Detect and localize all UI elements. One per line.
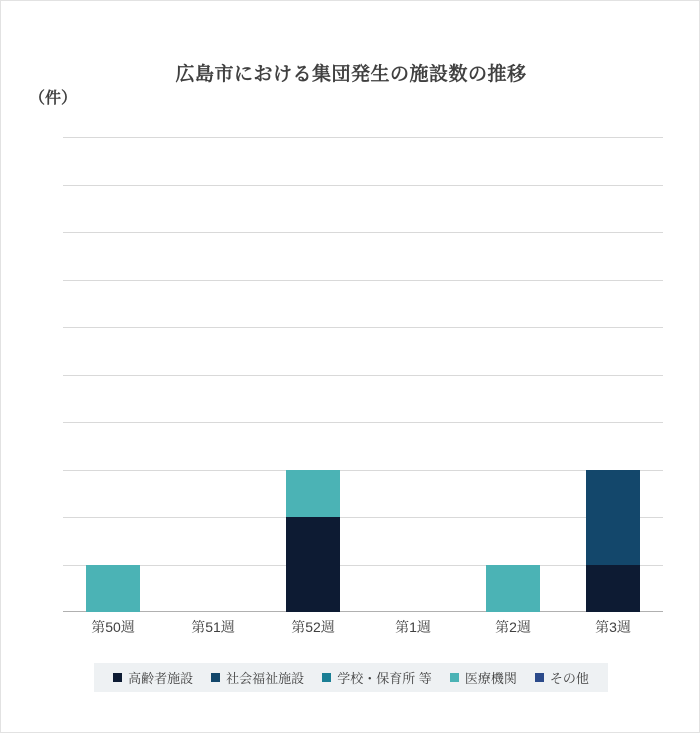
y-axis-unit-label: （件） xyxy=(29,90,78,107)
legend-label: 高齢者施設 xyxy=(128,671,194,686)
bar-stack xyxy=(586,470,640,613)
bar-segment xyxy=(286,470,340,518)
legend-label: その他 xyxy=(549,671,589,686)
bar-group xyxy=(463,137,563,612)
x-axis-tick: 第2週 xyxy=(495,619,531,635)
legend-swatch-icon xyxy=(535,673,544,682)
legend-swatch-icon xyxy=(113,673,122,682)
bar-stack xyxy=(86,565,140,613)
bar-group xyxy=(163,137,263,612)
legend-item[interactable] xyxy=(450,668,517,687)
bar-series-container xyxy=(63,137,663,612)
legend-swatch-icon xyxy=(450,673,459,682)
bar-segment xyxy=(586,470,640,565)
bar-stack xyxy=(286,470,340,613)
legend-items xyxy=(94,663,608,692)
bar-segment xyxy=(586,565,640,613)
legend-swatch-icon xyxy=(211,673,220,682)
x-axis-tick-labels xyxy=(63,617,663,637)
bar-stack xyxy=(486,565,540,613)
bar-group xyxy=(63,137,163,612)
legend-swatch-icon xyxy=(322,673,331,682)
bar-group xyxy=(263,137,363,612)
bar-segment xyxy=(286,517,340,612)
legend-item[interactable] xyxy=(322,668,432,687)
x-axis-tick: 第52週 xyxy=(291,619,335,635)
legend-item[interactable] xyxy=(535,668,589,687)
bar-segment xyxy=(86,565,140,613)
x-axis-tick: 第51週 xyxy=(191,619,235,635)
bar-group xyxy=(363,137,463,612)
plot-area xyxy=(63,137,663,612)
x-axis-tick: 第1週 xyxy=(395,619,431,635)
bar-group xyxy=(563,137,663,612)
legend-item[interactable] xyxy=(113,668,193,687)
legend-label: 医療機関 xyxy=(464,671,517,686)
bar-segment xyxy=(486,565,540,613)
legend-label: 学校・保育所 等 xyxy=(337,671,432,686)
legend-item[interactable] xyxy=(211,668,304,687)
page-title: 広島市における集団発生の施設数の推移 xyxy=(175,64,527,85)
legend-label: 社会福祉施設 xyxy=(226,671,305,686)
x-axis-tick: 第3週 xyxy=(595,619,631,635)
x-axis-tick: 第50週 xyxy=(91,619,135,635)
legend xyxy=(1,663,700,692)
